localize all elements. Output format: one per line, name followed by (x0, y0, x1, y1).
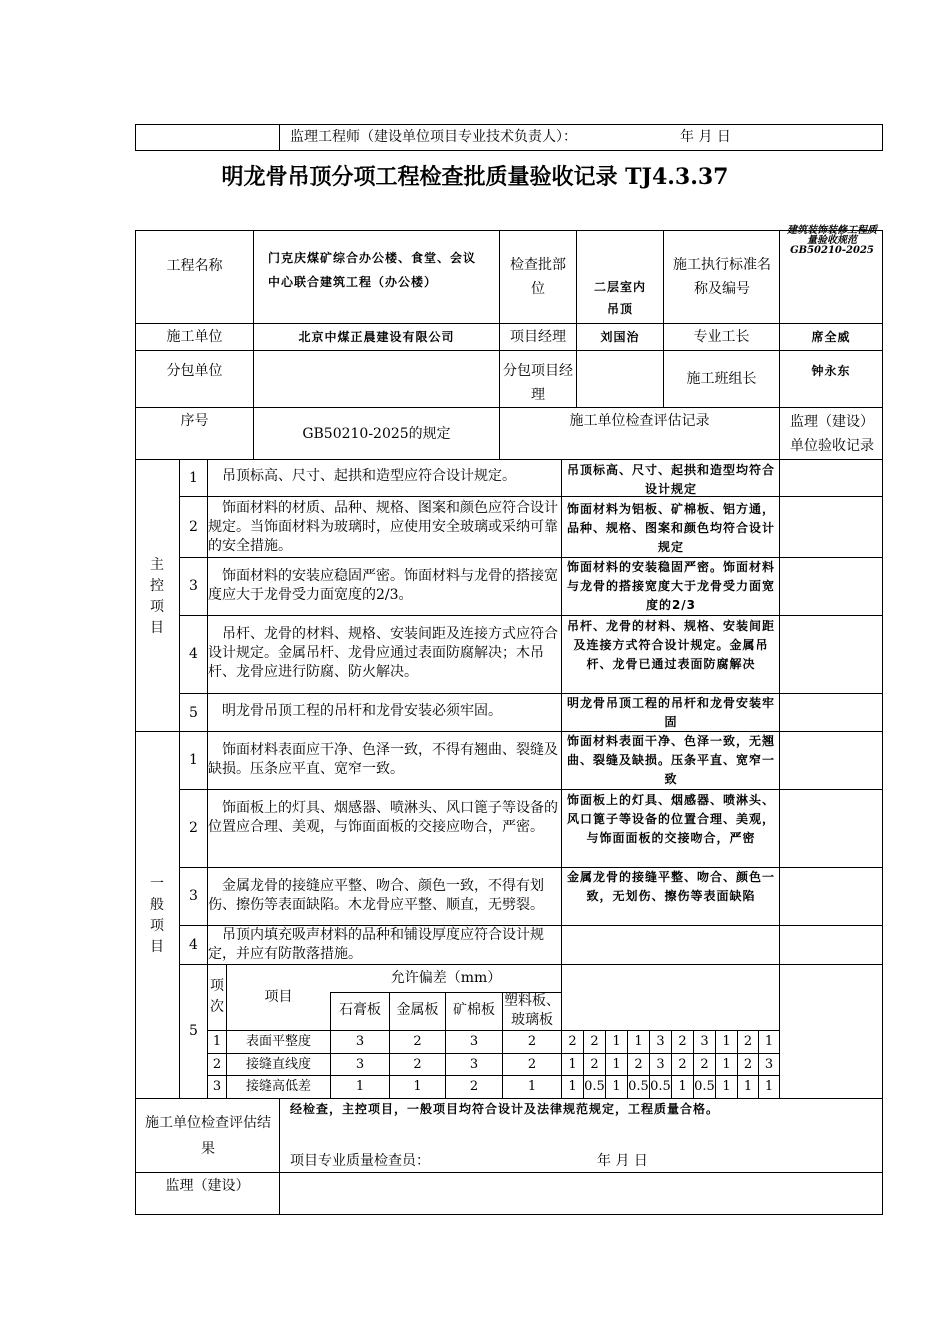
tolerance-value: 2 (413, 1057, 422, 1072)
tolerance-col-mineral: 矿棉板 (453, 1002, 495, 1018)
main-item-rule: 饰面材料的安装应稳固严密。饰面材料与龙骨的搭接宽度应大于龙骨受力面宽度的2/3。 (208, 568, 558, 603)
tolerance-col-metal: 金属板 (396, 1002, 439, 1018)
main-item-no: 5 (189, 705, 198, 721)
standard-label: 施工执行标准名称及编号 (673, 257, 771, 297)
tolerance-col-plastic: 塑料板、玻璃板 (504, 993, 560, 1028)
main-section-label: 主控项目 (150, 557, 164, 636)
main-item-no: 4 (189, 646, 198, 662)
eval-result-text: 经检查，主控项目，一般项目均符合设计及法律规范规定，工程质量合格。 (290, 1102, 720, 1116)
foreman-label: 专业工长 (693, 329, 750, 345)
supervisor-label: 监理（建设）单位验收记录 (790, 414, 874, 454)
measured-value: 1 (612, 1034, 621, 1049)
main-item-record: 吊顶标高、尺寸、起拱和造型均符合设计规定 (566, 463, 775, 496)
tolerance-value: 3 (355, 1057, 365, 1072)
general-section-label: 一般项目 (150, 876, 164, 955)
general-item-rule: 饰面板上的灯具、烟感器、喷淋头、风口篦子等设备的位置应合理、美观，与饰面面板的交接应吻合，严密。 (208, 800, 558, 835)
top-row-date: 年 月 日 (680, 129, 731, 145)
tolerance-row-name: 表面平整度 (245, 1034, 311, 1049)
general-item-no: 1 (189, 752, 198, 768)
measured-value: 2 (700, 1057, 709, 1072)
eval-label: 施工单位检查评估记录 (569, 413, 710, 429)
general-item-rule: 饰面材料表面应干净、色泽一致，不得有翘曲、裂缝及缺损。压条应平直、宽窄一致。 (208, 742, 558, 777)
supervision-label: 监理（建设） (165, 1178, 250, 1194)
main-item-no: 1 (189, 470, 198, 486)
tolerance-row-no: 3 (212, 1079, 222, 1094)
team-leader-label: 施工班组长 (686, 371, 757, 387)
measured-value: 1 (678, 1079, 687, 1094)
tolerance-row-name: 接缝高低差 (245, 1079, 311, 1094)
main-item-rule: 饰面材料的材质、品种、规格、图案和颜色应符合设计规定。当饰面材料为玻璃时，应使用安全玻璃或采纳可靠的安全措施。 (208, 500, 558, 554)
measured-value: 1 (764, 1079, 774, 1094)
main-item-no: 3 (189, 578, 198, 594)
foreman-value: 席全威 (811, 330, 851, 344)
pm-value: 刘国治 (600, 330, 640, 344)
tolerance-seq-label: 项次 (210, 978, 224, 1015)
general-item-record: 饰面材料表面干净、色泽一致，无翘曲、裂缝及缺损。压条平直、宽窄一致 (566, 734, 775, 786)
inspector-date: 年 月 日 (597, 1153, 648, 1169)
tolerance-value: 2 (469, 1079, 479, 1094)
general-item-no: 3 (189, 888, 198, 904)
measured-value: 2 (743, 1034, 753, 1049)
batch-part-label: 检查批部位 (510, 257, 566, 297)
general-item-rule: 金属龙骨的接缝应平整、吻合、颜色一致，不得有划伤、擦伤等表面缺陷。木龙骨应平整、顺直，无劈裂。 (208, 878, 544, 913)
tolerance-value: 1 (355, 1079, 365, 1094)
tolerance-item-label: 项目 (264, 989, 293, 1005)
tolerance-value: 3 (469, 1057, 479, 1072)
measured-value: 3 (656, 1034, 665, 1049)
tolerance-value: 1 (527, 1079, 537, 1094)
measured-value: 1 (722, 1079, 731, 1094)
tolerance-value: 2 (527, 1034, 537, 1049)
main-item-record: 饰面材料为铝板、矿棉板、铝方通，品种、规格、图案和颜色均符合设计规定 (566, 502, 775, 554)
measured-value: 2 (568, 1034, 577, 1049)
measured-value: 0.5 (694, 1079, 715, 1094)
measured-value: 1 (634, 1034, 643, 1049)
tolerance-row-no: 2 (212, 1057, 222, 1072)
main-item-record: 吊杆、龙骨的材料、规格、安装间距及连接方式符合设计规定。金属吊杆、龙骨已通过表面防腐解决 (566, 619, 775, 671)
tolerance-value: 2 (413, 1034, 422, 1049)
measured-value: 1 (722, 1034, 731, 1049)
rule-label: GB50210-2025的规定 (302, 426, 451, 442)
general-item-no: 2 (189, 820, 198, 836)
general-item-record: 金属龙骨的接缝平整、吻合、颜色一致，无划伤、擦伤等表面缺陷 (566, 870, 775, 903)
measured-value: 0.5 (628, 1079, 649, 1094)
measured-value: 2 (678, 1034, 687, 1049)
project-name-value: 门克庆煤矿综合办公楼、食堂、会议中心联合建筑工程（办公楼） (268, 251, 477, 289)
measured-value: 1 (764, 1034, 774, 1049)
top-row-text: 监理工程师（建设单位项目专业技术负责人）： (290, 129, 577, 145)
tolerance-row-name: 接缝直线度 (245, 1057, 311, 1072)
measured-value: 3 (764, 1057, 774, 1072)
tolerance-row-no: 1 (212, 1034, 222, 1049)
tolerance-value: 1 (413, 1079, 422, 1094)
main-item-record: 明龙骨吊顶工程的吊杆和龙骨安装牢固 (566, 696, 775, 729)
measured-value: 0.5 (584, 1079, 605, 1094)
general-item-record: 饰面板上的灯具、烟感器、喷淋头、风口篦子等设备的位置合理、美观，与饰面面板的交接吻合，严密 (566, 793, 775, 845)
project-name-label: 工程名称 (166, 258, 223, 274)
main-item-rule: 吊杆、龙骨的材料、规格、安装间距及连接方式应符合设计规定。金属吊杆、龙骨应通过表面防腐解决；木吊杆、龙骨应进行防腐、防火解决。 (208, 626, 558, 680)
main-item-no: 2 (189, 519, 198, 535)
measured-value: 1 (743, 1079, 753, 1094)
measured-value: 1 (722, 1057, 731, 1072)
measured-value: 3 (700, 1034, 709, 1049)
general-item-no: 4 (189, 937, 198, 953)
page-title: 明龙骨吊顶分项工程检查批质量验收记录 TJ4.3.37 (221, 164, 729, 190)
measured-value: 1 (612, 1079, 621, 1094)
sub-pm-label: 分包项目经理 (503, 363, 573, 403)
construction-unit-label: 施工单位 (166, 329, 223, 345)
eval-result-label: 施工单位检查评估结果 (145, 1115, 271, 1157)
measured-value: 2 (590, 1057, 599, 1072)
tolerance-allow-label: 允许偏差（mm） (390, 970, 502, 986)
tolerance-value: 2 (527, 1057, 537, 1072)
construction-unit-value: 北京中煤正晨建设有限公司 (298, 330, 455, 344)
tolerance-value: 3 (355, 1034, 365, 1049)
main-item-record: 饰面材料的安装稳固严密。饰面材料与龙骨的搭接宽度大于龙骨受力面宽度的2/3 (566, 560, 775, 612)
main-item-rule: 明龙骨吊顶工程的吊杆和龙骨安装必须牢固。 (222, 703, 502, 719)
team-leader-value: 钟永东 (811, 364, 851, 378)
sub-unit-label: 分包单位 (166, 363, 223, 379)
pm-label: 项目经理 (510, 329, 566, 345)
main-item-rule: 吊顶标高、尺寸、起拱和造型应符合设计规定。 (222, 468, 516, 484)
seq-label: 序号 (180, 413, 209, 429)
standard-value: 建筑装饰装修工程质量验收规范 GB50210-2025 (787, 225, 877, 256)
measured-value: 1 (568, 1079, 577, 1094)
tolerance-col-gypsum: 石膏板 (339, 1002, 381, 1018)
measured-value: 0.5 (650, 1079, 671, 1094)
tolerance-value: 3 (469, 1034, 479, 1049)
measured-value: 1 (568, 1057, 577, 1072)
measured-value: 2 (743, 1057, 753, 1072)
tolerance-item-no: 5 (189, 1023, 198, 1039)
measured-value: 2 (590, 1034, 599, 1049)
general-item-rule: 吊顶内填充吸声材料的品种和铺设厚度应符合设计规定，并应有防散落措施。 (208, 927, 544, 962)
batch-part-value: 二层室内吊顶 (593, 280, 646, 316)
inspector-label: 项目专业质量检查员： (290, 1153, 430, 1169)
measured-value: 3 (656, 1057, 665, 1072)
measured-value: 2 (634, 1057, 643, 1072)
measured-value: 2 (678, 1057, 687, 1072)
measured-value: 1 (612, 1057, 621, 1072)
